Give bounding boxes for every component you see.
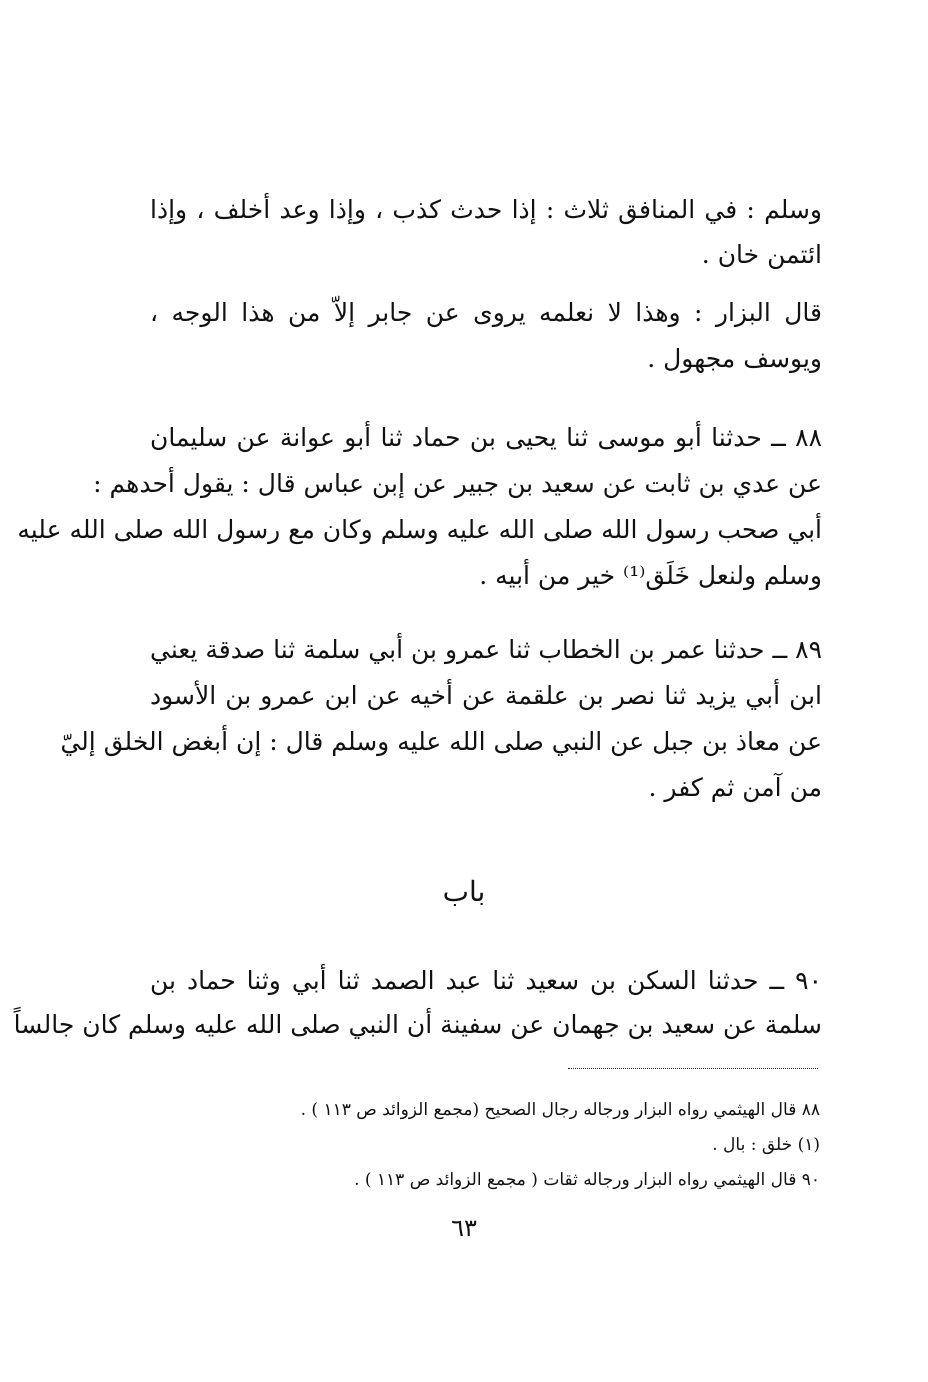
text-line: ائتمن خان . — [701, 240, 822, 269]
footnote: (١) خلق : بال . — [712, 1135, 820, 1155]
hadith-88-line: أبي صحب رسول الله صلى الله عليه وسلم وكان مع رسول الله صلى الله عليه — [17, 515, 822, 544]
section-heading: باب — [442, 875, 486, 908]
hadith-88-line: ٨٨ ــ حدثنا أبو موسى ثنا يحيى بن حماد ثنا أبو عوانة عن سليمان — [150, 423, 822, 452]
hadith-89-line: عن معاذ بن جبل عن النبي صلى الله عليه وسلم قال : إن أبغض الخلق إليّ — [60, 727, 822, 756]
footnote: ٨٨ قال الهيثمي رواه البزار ورجاله رجال الصحيح (مجمع الزوائد ص ١١٣ ) . — [300, 1100, 820, 1120]
hadith-90-line: سلمة عن سعيد بن جهمان عن سفينة أن النبي صلى الله عليه وسلم كان جالساً — [13, 1010, 822, 1039]
footnote-separator — [568, 1068, 818, 1069]
text-line: ويوسف مجهول . — [647, 344, 822, 373]
page-number: ٦٣ — [451, 1214, 477, 1242]
hadith-88-line: عن عدي بن ثابت عن سعيد بن جبير عن إبن عباس قال : يقول أحدهم : — [93, 469, 822, 498]
text-line: قال البزار : وهذا لا نعلمه يروى عن جابر إلاّ من هذا الوجه ، — [150, 298, 822, 327]
footnote: ٩٠ قال الهيثمي رواه البزار ورجاله ثقات ( مجمع الزوائد ص ١١٣ ) . — [354, 1170, 820, 1190]
hadith-89-line: من آمن ثم كفر . — [648, 773, 822, 802]
text-line: وسلم : في المنافق ثلاث : إذا حدث كذب ، وإذا وعد أخلف ، وإذا — [150, 195, 822, 224]
hadith-90-line: ٩٠ ــ حدثنا السكن بن سعيد ثنا عبد الصمد ثنا أبي وثنا حماد بن — [150, 966, 822, 995]
hadith-89-line: ابن أبي يزيد ثنا نصر بن علقمة عن أخيه عن ابن عمرو بن الأسود — [150, 681, 822, 710]
hadith-88-line: وسلم ولنعل خَلَق⁽¹⁾ خير من أبيه . — [479, 561, 822, 590]
hadith-89-line: ٨٩ ــ حدثنا عمر بن الخطاب ثنا عمرو بن أبي سلمة ثنا صدقة يعني — [150, 635, 822, 664]
